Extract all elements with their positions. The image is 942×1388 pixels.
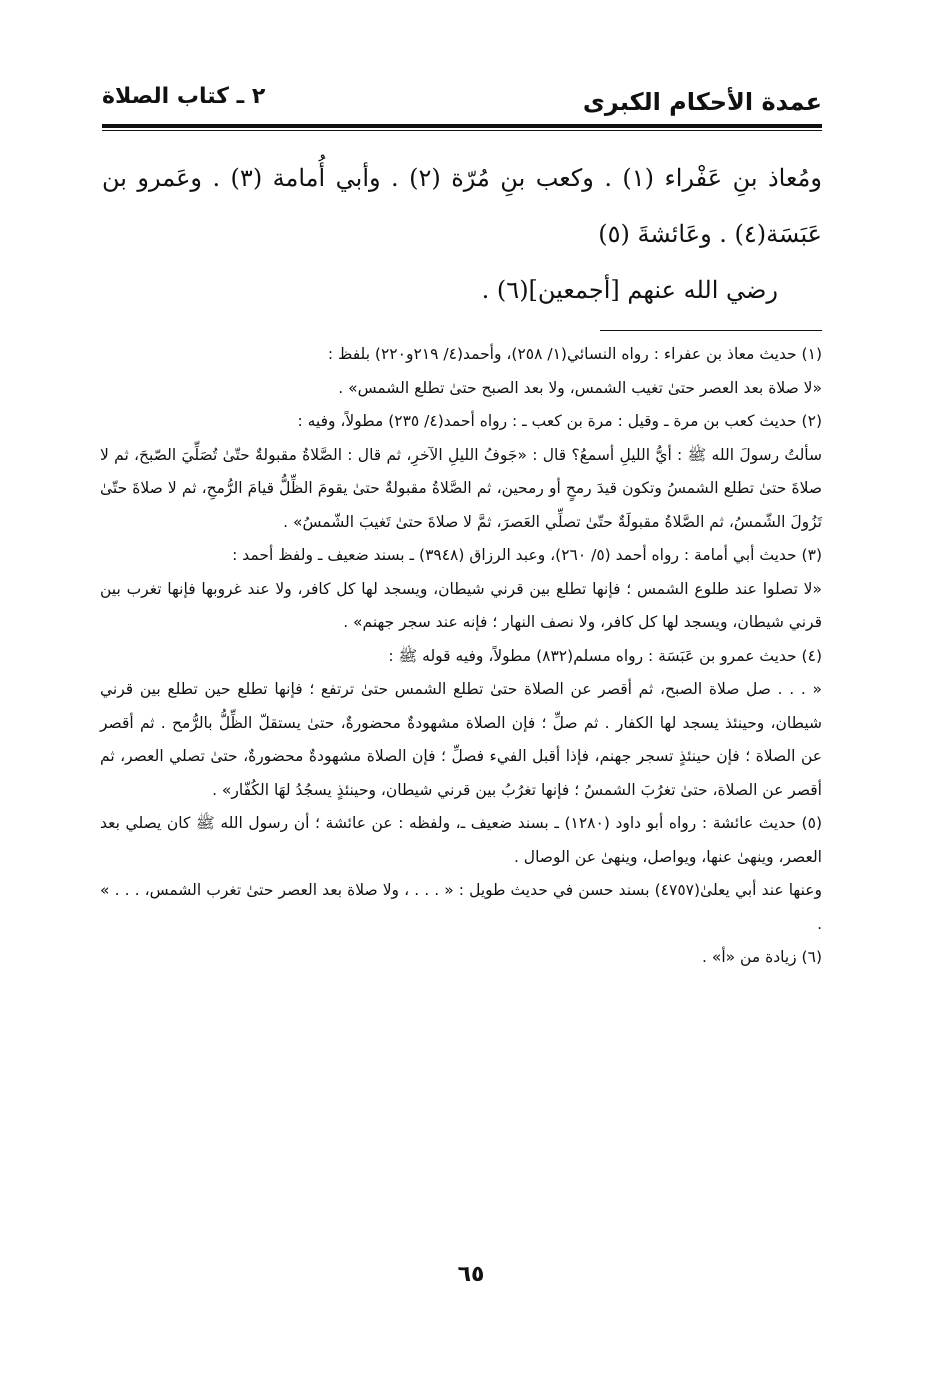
footnote-3-text: «لا تصلوا عند طلوع الشمس ؛ فإنها تطلع بين قرني شيطان، ويسجد لها كل كافر، ولا عند غروبها فإنها تغرب بين قرني شيطان، ويسجد لها كل كافر، ولا نصف النهار ؛ فإنه عند سجر جهنم» . (100, 579, 822, 631)
main-text (102, 150, 822, 318)
header-rule-thin (102, 130, 822, 131)
footnote-6: (٦) زيادة من «أ» . (702, 948, 822, 966)
page-number: ٦٥ (457, 1262, 485, 1287)
footnote-1: (١) حديث معاذ بن عفراء : رواه النسائي(١/ ٢٥٨)، وأحمد(٤/ ٢١٩و٢٢٠) بلفظ : (327, 345, 822, 363)
footnote-3: (٣) حديث أبي أمامة : رواه أحمد (٥/ ٢٦٠)، وعبد الرزاق (٣٩٤٨) ـ بسند ضعيف ـ ولفظ أحمد : (232, 546, 822, 564)
footnote-2-text: سألتُ رسولَ الله ﷺ : أيُّ الليلِ أسمعُ؟ قال : «جَوفُ الليلِ الآخرِ، ثم قال : الصَّلاةُ مقبولةٌ حتّىٰ تُصَلِّيَ الصّبحَ، ثم لا صلاةَ حتىٰ تطلع الشمسُ وتكون قيدَ رمحٍ أو رمحين، ثم الصَّلاةُ مقبولةٌ حتىٰ يقومَ الظِّلُّ قيامَ الرُّمحِ، ثم لا صلاةَ حتّىٰ تَزُولَ الشّمسُ، ثم الصَّلاةُ مقبولَةٌ حتّىٰ تصلِّي العَصرَ، ثمَّ لا صلاةَ حتىٰ تَغيبَ الشّمسُ» . (100, 445, 822, 531)
footnote-4-text: « . . . صل صلاة الصبح، ثم أقصر عن الصلاة حتىٰ تطلع الشمس حتىٰ ترتفع ؛ فإنها تطلع حين تطلع بين قرني شيطان، وحينئذ يسجد لها الكفار . ثم صلِّ ؛ فإن الصلاة مشهودةٌ محضورةٌ، حتىٰ يستقلّ الظِّلُّ بالرُّمح . ثم أقصر عن الصلاة ؛ فإن حينئذٍ تسجر جهنم، فإذا أقبل الفيء فصلِّ ؛ فإن الصلاة مشهودةٌ محضورةٌ، حتىٰ تصلي العصر، ثم أقصر عن الصلاة، حتىٰ تغرُبَ الشمسُ ؛ فإنها تغرُبُ بين قرني شيطان، وحينئذٍ يسجُدُ لهَا الكُفّار» . (100, 680, 822, 799)
main-closing: رضي الله عنهم [أجمعين](٦) . (481, 276, 778, 304)
footnote-separator (600, 330, 822, 331)
footnote-5-extra: وعنها عند أبي يعلىٰ(٤٧٥٧) بسند حسن في حديث طويل : « . . . ، ولا صلاة بعد العصر حتىٰ تغرب الشمس، . . . » . (100, 881, 822, 933)
book-title: عمدة الأحكام الكبرى (582, 88, 822, 116)
footnote-2: (٢) حديث كعب بن مرة ـ وقيل : مرة بن كعب ـ : رواه أحمد(٤/ ٢٣٥) مطولاً، وفيه : (297, 412, 822, 430)
main-paragraph: ومُعاذ بنِ عَفْراء (١) . وكعب بنِ مُرّة (٢) . وأبي أُمامة (٣) . وعَمرو بن عَبَسَة(٤) . وعَائشةَ (٥) (102, 164, 823, 248)
footnotes (100, 338, 822, 975)
header-rule (102, 124, 822, 128)
chapter-title: ٢ ـ كتاب الصلاة (102, 84, 266, 109)
running-header (102, 84, 822, 124)
footnote-4: (٤) حديث عمرو بن عَبَسَة : رواه مسلم(٨٣٢) مطولاً، وفيه قوله ﷺ : (388, 646, 822, 665)
footnote-5: (٥) حديث عائشة : رواه أبو داود (١٢٨٠) ـ بسند ضعيف ـ، ولفظه : عن عائشة ؛ أن رسول الله ﷺ كان يصلي بعد العصر، وينهىٰ عنها، ويواصل، وينهىٰ عن الوصال . (100, 814, 822, 866)
footnote-1-text: «لا صلاة بعد العصر حتىٰ تغيب الشمس، ولا بعد الصبح حتىٰ تطلع الشمس» . (338, 378, 822, 397)
